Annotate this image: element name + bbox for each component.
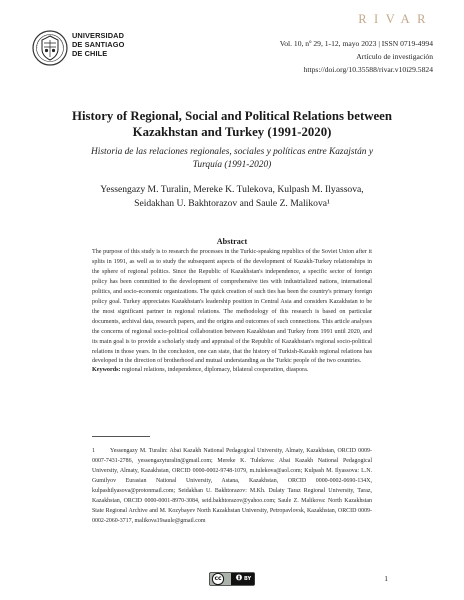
- footnote-divider: [92, 436, 150, 437]
- cc-badge-label: cc: [214, 574, 222, 582]
- university-name-line: UNIVERSIDAD: [72, 31, 125, 40]
- creative-commons-license-badge[interactable]: [209, 572, 255, 586]
- keywords: [92, 366, 372, 376]
- keywords-list: regional relations, independence, diplomacy, bilateral cooperation, diaspora.: [122, 367, 309, 373]
- university-name: [72, 32, 182, 59]
- doi-link[interactable]: https://doi.org/10.35588/rivar.v10i29.5824: [303, 65, 433, 74]
- university-name-line: DE CHILE: [72, 48, 108, 58]
- article-subtitle: Historia de las relaciones regionales, sociales y políticas entre Kazajstán y Turquía (1991-2020): [91, 147, 373, 170]
- journal-name: RIVAR: [358, 12, 433, 26]
- author-list: Yessengazy M. Turalin, Mereke K. Tulekova, Kulpash M. Ilyassova, Seidakhan U. Bakhtorazov and Saule Z. Malikova¹: [100, 184, 364, 209]
- article-section: Artículo de investigación: [356, 52, 433, 61]
- abstract-heading: Abstract: [216, 237, 248, 246]
- article-title: History of Regional, Social and Political Relations between Kazakhstan and Turkey (1991-2020): [72, 109, 392, 139]
- abstract-text: The purpose of this study is to research the processes in the Turkic-speaking republics of the Soviet Union after it splits in 1991, as well as to study the subsequent aspects of the development of Kazakh-Turkey relationships in the sphere of regional politics. Since the Republic of Kazakhstan's independence, a specific sector of foreign policy has been committed to the development of comprehensive ties with industrialized nations, international politics, and socio-economic organizations. The quick creation of such ties has been the country's primary foreign policy goal. Turkey appreciates Kazakhstan's leadership position in Central Asia and considers Kazakhstan to be the most significant partner in regional relations. The methodology of this research is based on particular documents, archival data, research papers, and the origins and outcomes of such connections. This article analyses the concerns of regional socio-political collaboration between Kazakhstan and Turkey from 1991 until 2020, and its main goal is to provide a scholarly study and appraisal of the Republic of Kazakhstan's regional socio-political relations in those years. In the conclusion, one can state, that the history of Turkish-Kazakh regional relations has developed in the direction of brotherhood and mutual understanding as the Turkic people of the two countries.: [92, 249, 372, 365]
- cc-by-label: BY: [244, 576, 252, 582]
- footnote-text: Yessengazy M. Turalin: Abai Kazakh National Pedagogical University, Almaty, Kazakhstan, ORCID 0009-0007-7431-2786, yessengazyturalin@gmail.com; Mereke K. Tulekova: Abai Kazakh National Pedagogical University, Almaty, Kazakhstan, ORCID 0000-0002-9748-1079, m.tulekova@aol.com; Kulpash M. Ilyassova: L.N. Gumilyov Eurasian National University, Astana, Kazakhstan, ORCID 0000-0002-0690-134X, kulpashilyasova@protonmail.com; Seidakhan U. Bakhtorazov: M.Kh. Dulaty Taraz Regional University, Taraz, Kazakhstan, ORCID 0000-0001-8970-3084, seid.bakhtorazov@yahoo.com; Saule Z. Malikova: North Kazakhstan State Regional Archive and M. Kozybayev North Kazakhstan University, Petropavlovsk, Kazakhstan, ORCID 0009-0002-2060-3717, malikova19saule@gmail.com: [92, 448, 372, 524]
- journal-citation: Vol. 10, nº 29, 1-12, mayo 2023 | ISSN 0719-4994: [279, 39, 433, 48]
- keywords-label: Keywords:: [92, 367, 121, 373]
- author-affiliations-footnote: [92, 447, 372, 527]
- university-seal-logo: [32, 30, 68, 66]
- journal-meta: [210, 37, 433, 76]
- page-number: 1: [384, 574, 388, 583]
- university-name-line: DE SANTIAGO: [72, 39, 125, 49]
- footnote-marker: 1: [92, 448, 95, 454]
